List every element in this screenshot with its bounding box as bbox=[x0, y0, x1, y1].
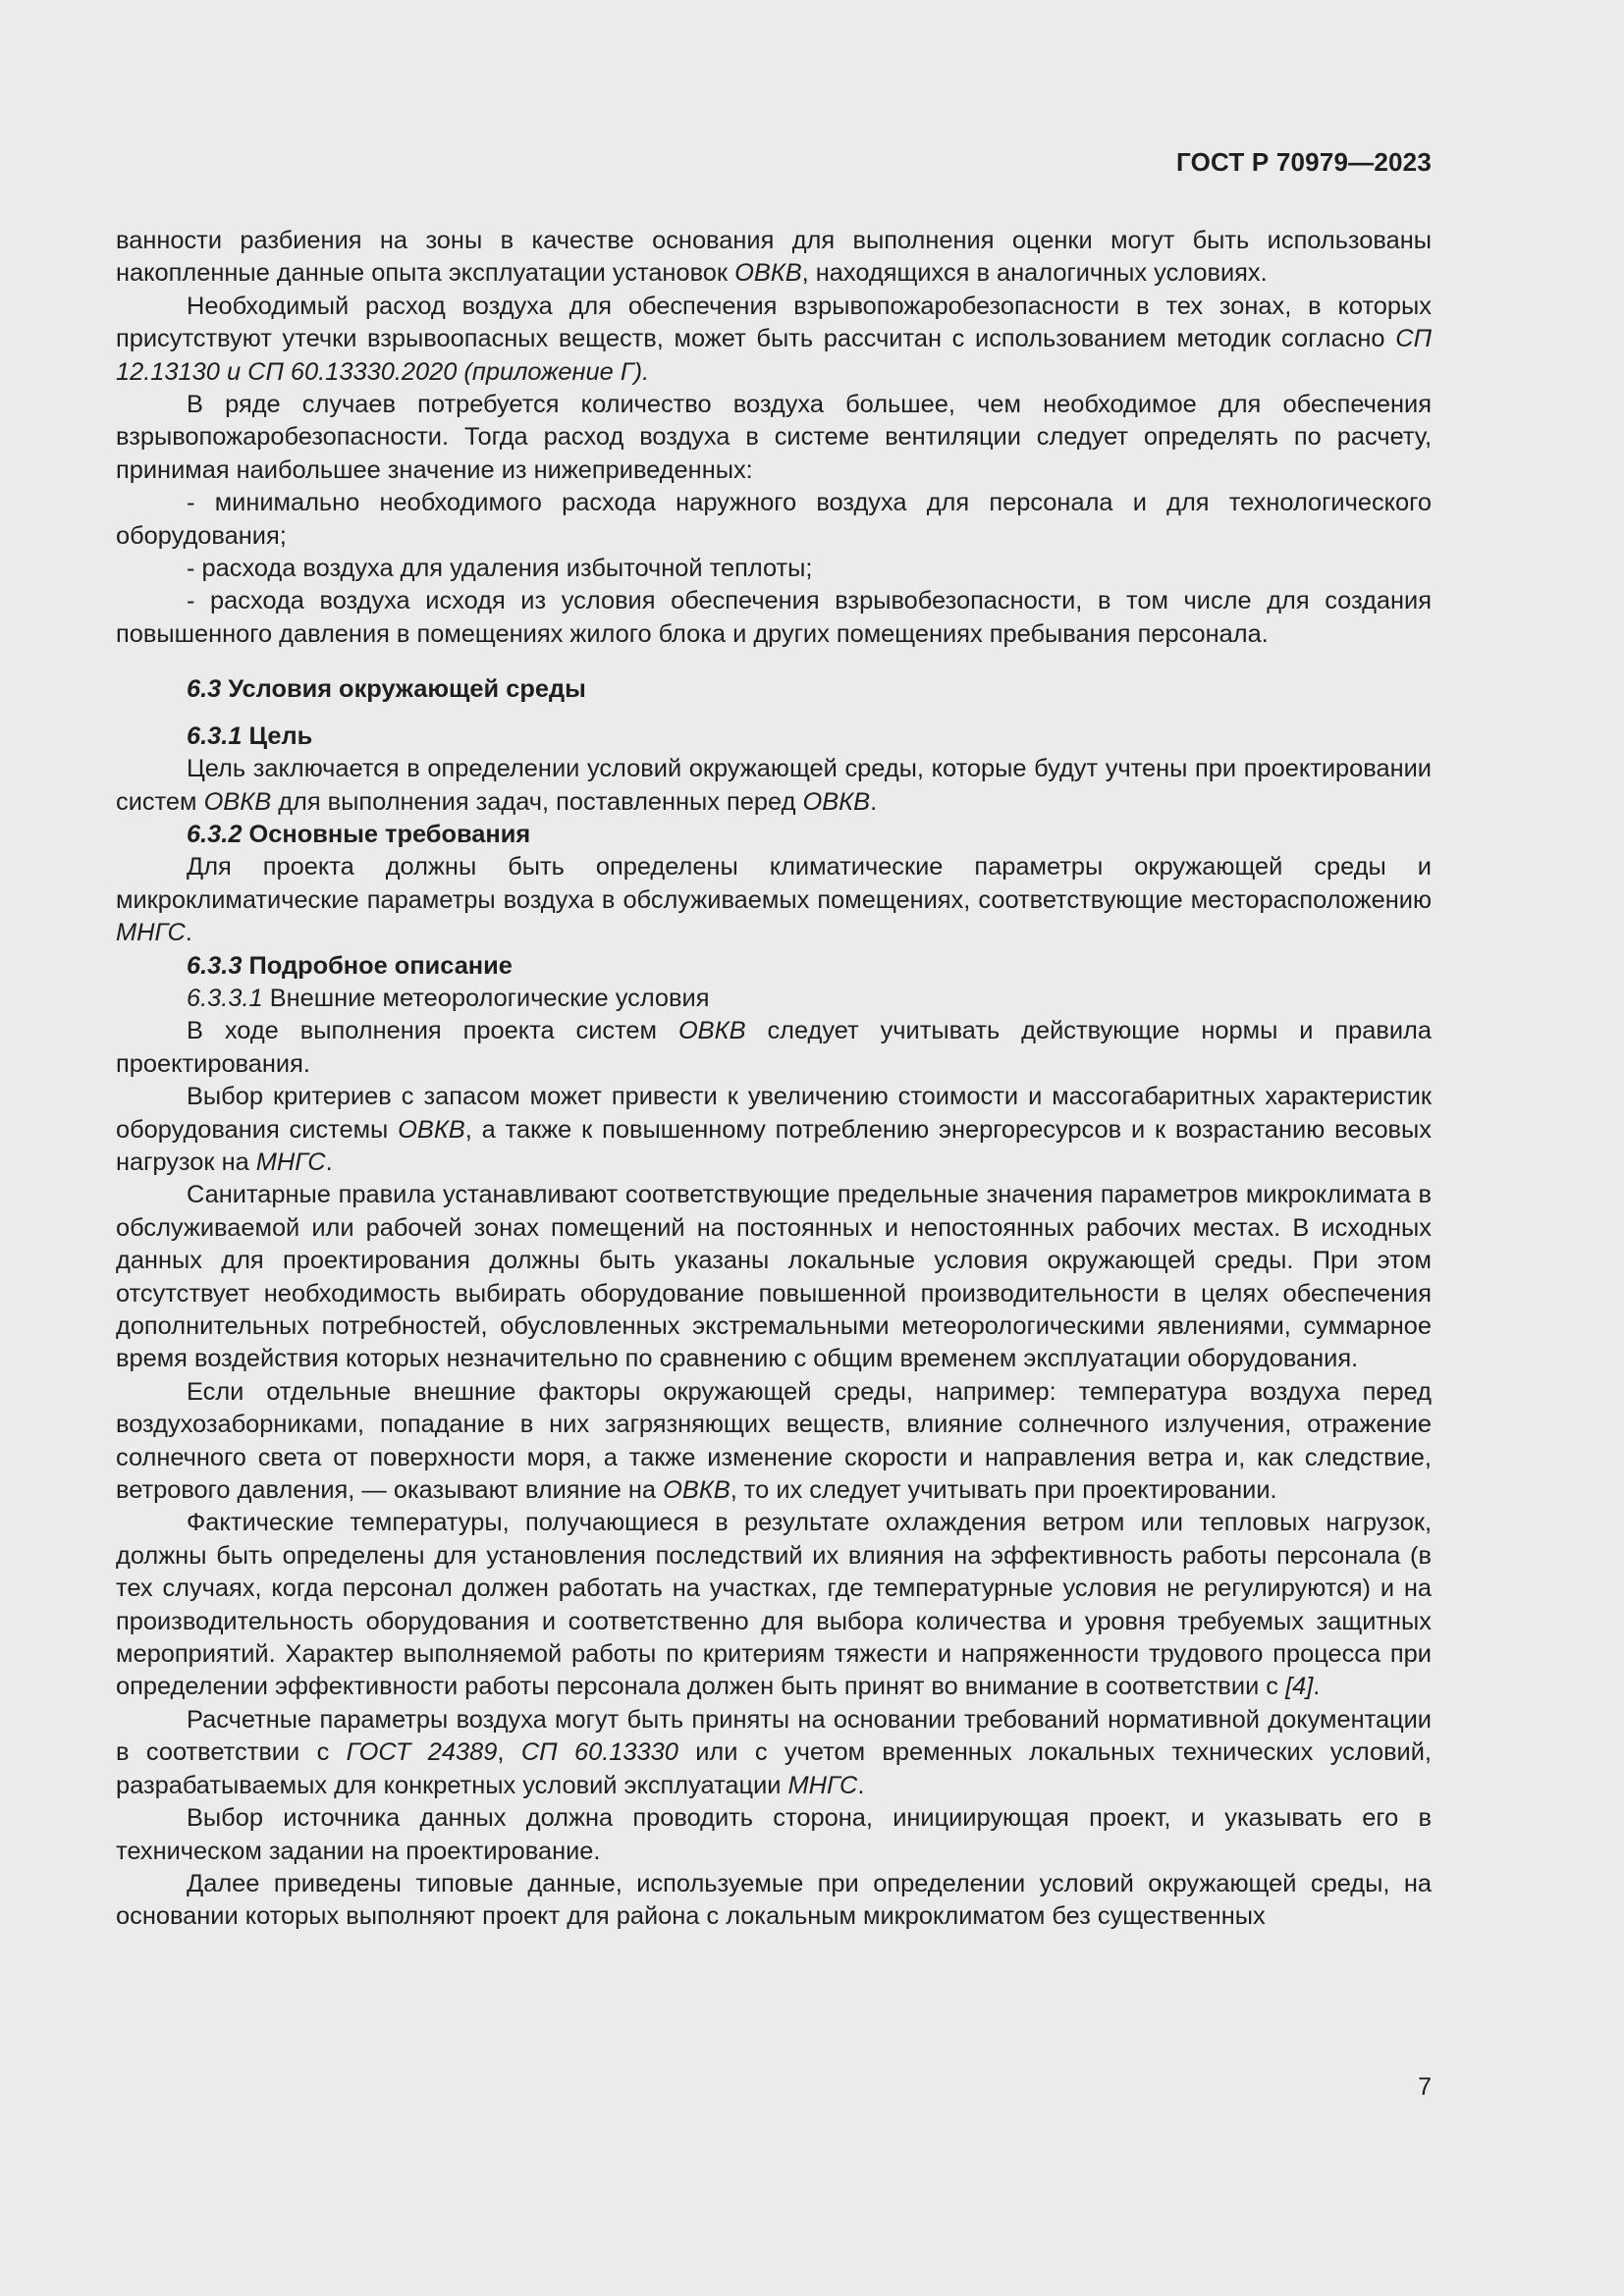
abbr-ovkv: ОВКВ bbox=[663, 1476, 731, 1505]
section-heading-6-3-2 bbox=[116, 819, 1432, 851]
subsection-heading-6-3-3-1 bbox=[116, 983, 1432, 1015]
section-number: 6.3.1 bbox=[187, 721, 243, 750]
paragraph-criteria bbox=[116, 1081, 1432, 1179]
text-run: Для проекта должны быть определены климатические параметры окружающей среды и микроклиматические параметры воздуха в обслуживаемых помещениях, соответствующие месторасположению bbox=[116, 853, 1432, 914]
paragraph-norms bbox=[116, 1015, 1432, 1081]
text-run: для выполнения задач, поставленных перед bbox=[271, 787, 803, 816]
text-run: Если отдельные внешние факторы окружающей среды, например: температура воздуха перед воздухозаборниками, попадание в них загрязняющих веществ, влияние солнечного излучения, отражение солнечного света от поверхности моря, а также изменение скорости и направления ветра и, как следствие, ветрового давления, — оказывают влияние на bbox=[116, 1377, 1432, 1505]
text-run: Расчетные параметры воздуха могут быть приняты на основании требований нормативной документации в соответствии с bbox=[116, 1705, 1432, 1767]
citation-4: [4] bbox=[1285, 1673, 1314, 1701]
paragraph-continuation bbox=[116, 225, 1432, 291]
text-run: Выбор критериев с запасом может привести к увеличению стоимости и массогабаритных характеристик оборудования системы bbox=[116, 1083, 1432, 1144]
paragraph-air-quantity: В ряде случаев потребуется количество воздуха большее, чем необходимое для обеспечения взрывопожаробезопасности. Тогда расход воздуха в системе вентиляции следует определять по расчету, принимая наибольшее значение из нижеприведенных: bbox=[116, 391, 1432, 484]
text-run: . bbox=[870, 787, 878, 816]
section-number: 6.3.2 bbox=[187, 820, 243, 848]
section-heading-6-3 bbox=[116, 673, 1432, 706]
abbr-mngs: МНГС bbox=[787, 1771, 858, 1799]
section-title: Условия окружающей среды bbox=[221, 675, 586, 704]
document-body bbox=[116, 225, 1432, 1934]
list-item: - расхода воздуха для удаления избыточной теплоты; bbox=[187, 555, 813, 583]
abbr-ovkv: ОВКВ bbox=[802, 787, 871, 816]
section-heading-6-3-1 bbox=[116, 721, 1432, 753]
abbr-ovkv: ОВКВ bbox=[203, 787, 272, 816]
reference-gost: ГОСТ 24389 bbox=[346, 1738, 498, 1767]
abbr-mngs: МНГС bbox=[116, 919, 186, 947]
section-title: Основные требования bbox=[242, 820, 531, 848]
text-run: . bbox=[1313, 1673, 1321, 1701]
section-heading-6-3-3 bbox=[116, 950, 1432, 983]
text-run: . bbox=[857, 1771, 865, 1799]
section-number: 6.3 bbox=[187, 675, 222, 704]
abbr-ovkv: ОВКВ bbox=[398, 1115, 465, 1144]
text-run: Цель заключается в определении условий окружающей среды, которые будут учтены при проектировании систем bbox=[116, 755, 1432, 816]
paragraph-air-flow bbox=[116, 291, 1432, 389]
section-title: Подробное описание bbox=[242, 951, 513, 980]
text-run: Фактические температуры, получающиеся в результате охлаждения ветром или тепловых нагрузок, должны быть определены для установления последствий их влияния на эффективность работы персонала (в тех случаях, когда персонал должен работать на участках, где температурные условия не регулируются) и на производительность оборудования и соответственно для выбора количества и уровня требуемых защитных мероприятий. Характер выполняемой работы по критериям тяжести и напряженности трудового процесса при определении эффективности работы персонала должен быть принят во внимание в соответствии с bbox=[116, 1509, 1432, 1701]
abbr-mngs: МНГС bbox=[255, 1148, 326, 1176]
subsection-title: Внешние метеорологические условия bbox=[262, 984, 710, 1012]
abbr-ovkv: ОВКВ bbox=[677, 1017, 746, 1045]
reference-sp: СП 12.13130 и СП 60.13330.2020 (приложение Г). bbox=[116, 325, 1432, 386]
paragraph-typical-data: Далее приведены типовые данные, используемые при определении условий окружающей среды, на основании которых выполняют проект для района с локальным микроклиматом без существенных bbox=[116, 1869, 1432, 1931]
paragraph-sanitary: Санитарные правила устанавливают соответствующие предельные значения параметров микроклимата в обслуживаемой или рабочей зонах помещений на постоянных и непостоянных рабочих местах. В исходных данных для проектирования должны быть указаны локальные условия окружающей среды. При этом отсутствует необходимость выбирать оборудование повышенной производительности в целях обеспечения дополнительных потребностей, обусловленных экстремальными метеорологическими явлениями, суммарное время воздействия которых незначительно по сравнению с общим временем эксплуатации оборудования. bbox=[116, 1181, 1432, 1373]
section-number: 6.3.3 bbox=[187, 951, 243, 980]
document-code-header: ГОСТ Р 70979—2023 bbox=[1176, 147, 1432, 177]
text-run: или с учетом временных локальных технических условий, разрабатываемых для конкретных условий эксплуатации bbox=[116, 1738, 1432, 1799]
text-run: , а также к повышенному потреблению энергоресурсов и к возрастанию весовых нагрузок на bbox=[116, 1115, 1432, 1176]
text-run: , находящихся в аналогичных условиях. bbox=[801, 259, 1268, 288]
paragraph-data-source: Выбор источника данных должна проводить сторона, инициирующая проект, и указывать его в техническом задании на проектирование. bbox=[116, 1804, 1432, 1865]
reference-sp: СП 60.13330 bbox=[520, 1738, 678, 1767]
paragraph-external-factors bbox=[116, 1376, 1432, 1508]
paragraph-actual-temperatures bbox=[116, 1507, 1432, 1703]
text-run: В ходе выполнения проекта систем bbox=[187, 1017, 678, 1045]
text-run: . bbox=[185, 919, 192, 947]
section-title: Цель bbox=[242, 721, 313, 750]
text-run: , то их следует учитывать при проектировании. bbox=[730, 1476, 1277, 1505]
abbr-ovkv: ОВКВ bbox=[734, 259, 802, 288]
text-run: , bbox=[497, 1738, 521, 1767]
text-run: . bbox=[325, 1148, 333, 1176]
text-run: Необходимый расход воздуха для обеспечения взрывопожаробезопасности в тех зонах, в которых присутствуют утечки взрывоопасных веществ, может быть рассчитан с использованием методик согласно bbox=[116, 292, 1432, 353]
page-number: 7 bbox=[1418, 2073, 1432, 2101]
list-item: - минимально необходимого расхода наружного воздуха для персонала и для технологического оборудования; bbox=[116, 489, 1432, 550]
paragraph-goal bbox=[116, 753, 1432, 819]
list-item: - расхода воздуха исходя из условия обеспечения взрывобезопасности, в том числе для создания повышенного давления в помещениях жилого блока и других помещениях пребывания персонала. bbox=[116, 587, 1432, 648]
text-run: ванности разбиения на зоны в качестве основания для выполнения оценки могут быть использованы накопленные данные опыта эксплуатации установок bbox=[116, 227, 1432, 288]
paragraph-requirements bbox=[116, 851, 1432, 949]
paragraph-design-parameters bbox=[116, 1704, 1432, 1802]
text-run: следует учитывать действующие нормы и правила проектирования. bbox=[116, 1017, 1432, 1078]
subsection-number: 6.3.3.1 bbox=[187, 984, 263, 1012]
